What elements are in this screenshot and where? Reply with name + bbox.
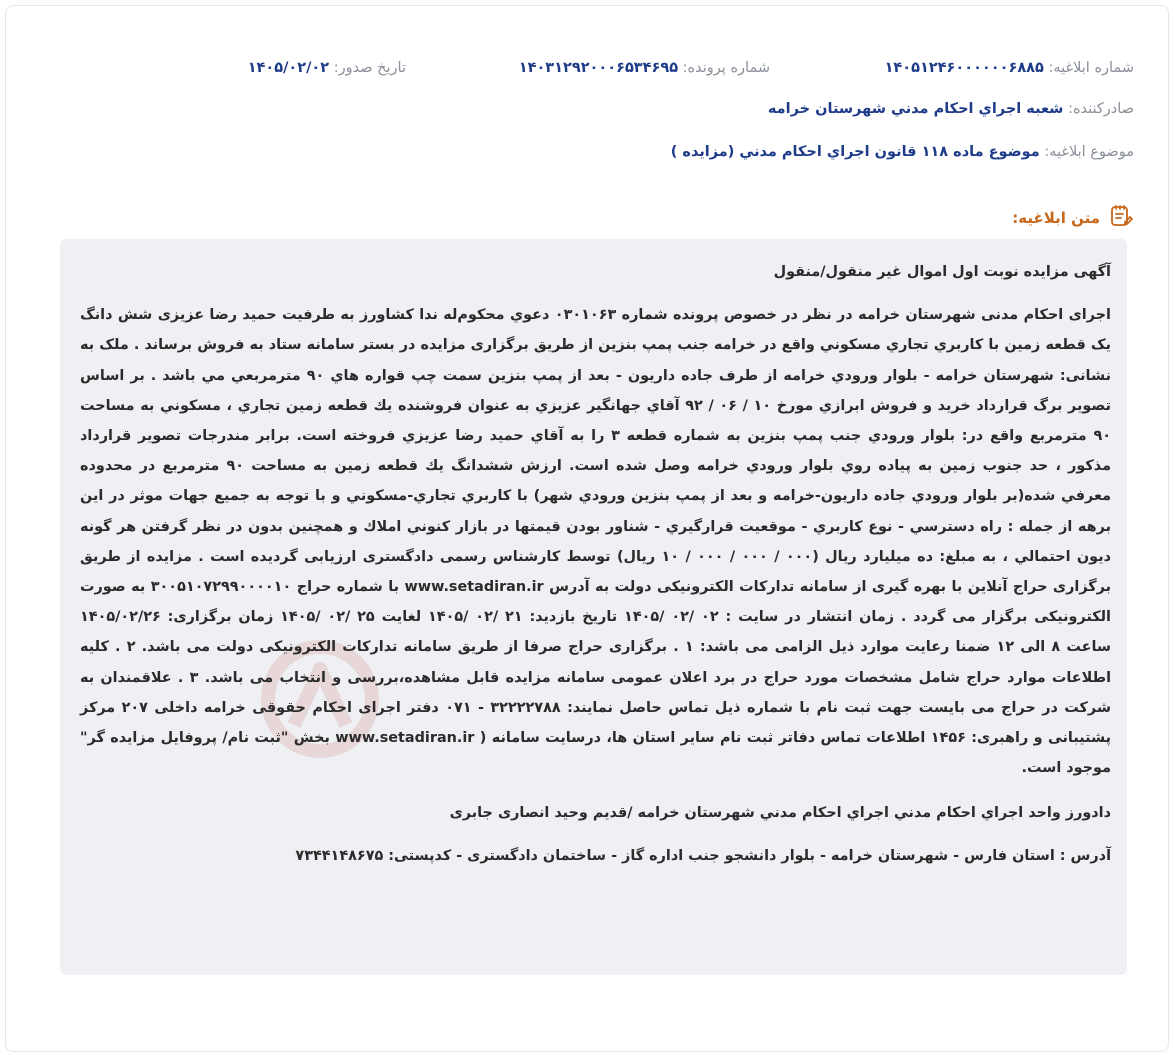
notice-body: اجرای احکام مدنی شهرستان خرامه در نظر در خصوص پرونده شماره ۰۳۰۱۰۶۳ دعوي محکوم‌له ندا کشاورز به طرفیت حمید رضا عزیزی شش دانگ یک قطعه زمین با کاربري تجاري مسکوني واقع در خرامه جنب پمپ بنزین از طریق برگزاری مزایده در بستر سامانه ستاد به فروش برساند . ملک به نشانی: شهرستان خرامه - بلوار ورودي خرامه از طرف جاده داریون - بعد از پمپ بنزين سمت چپ قواره هاي ۹۰ مترمربعي مي باشد . بر اساس تصوير برگ قرارداد خريد و فروش ابرازي مورخ ۱۰ / ۰۶ / ۹۲ آقاي جهانگير عزيزي به عنوان فروشنده يك قطعه زمين تجاري ، مسكوني به مساحت ۹۰ مترمربع واقع در: بلوار ورودي جنب پمپ بنزين به شماره قطعه ۳ را به آقاي حميد رضا عزيزي فروخته است. برابر مندرجات تصوير قرارداد مذكور ، حد جنوب زمين به پياده روي بلوار ورودي خرامه وصل شده است. ارزش ششدانگ يك قطعه زمين به مساحت ۹۰ مترمربع در محدوده معرفي شده(بر بلوار ورودي جاده داريون-خرامه و بعد از پمپ بنزين ورودي شهر) با كاربري تجاري-مسكوني و با توجه به جميع جهات موثر در اين برهه از جمله : راه دسترسي - نوع كاربري - موقعيت قرارگيري - شناور بودن قيمتها در بازار كنوني املاك و همچنين بدون در نظر گرفتن هر گونه ديون احتمالي ، به مبلغ: ده ميليارد ريال (۰۰۰ / ۰۰۰ / ۰۰۰ / ۱۰ ريال) توسط کارشناس رسمی دادگستری ارزیابی گردیده است . مزایده از طریق برگزاری حراج آنلاین با بهره گیری از سامانه تدارکات الکترونیکی دولت به آدرس www.setadiran.ir با شماره حراج ۳۰۰۵۱۰۷۲۹۹۰۰۰۰۱۰ به صورت الکترونیکی برگزار می گردد . زمان انتشار در سایت : ۰۲ /۰۲ /۱۴۰۵ تاریخ بازدید: ۲۱ /۰۲ /۱۴۰۵ لغایت ۲۵ /۰۲ /۱۴۰۵ زمان برگزاری: ۱۴۰۵/۰۲/۲۶ ساعت ۸ الی ۱۲ ضمنا رعایت موارد ذیل الزامی می باشد: ۱ . برگزاری حراج صرفا از طریق سامانه تدارکات الکترونیکی دولت می باشد. ۲ . کلیه اطلاعات موارد حراج شامل مشخصات مورد حراج در برد اعلان عمومی سامانه مزایده قابل مشاهده،بررسی و انتخاب می باشد. ۳ . علاقمندان به شرکت در حراج می بایست جهت ثبت نام با شماره ذیل تماس حاصل نمایند: ۳۲۲۲۲۷۸۸ - ۰۷۱ دفتر اجرای احکام حقوقی خرامه داخلی ۲۰۷ مرکز پشتیبانی و راهبری: ۱۴۵۶ اطلاعات تماس دفاتر ثبت نام سایر استان ها، درسایت سامانه ( www.setadiran.ir بخش "ثبت نام/ پروفایل مزایده گر" موجود است. [80,307,1112,777]
notice-text-title: متن ابلاغيه: [1012,209,1100,227]
case-number-label: شماره پرونده: [682,60,770,76]
issue-date-value: ۱۴۰۵/۰۲/۰۲ [247,60,330,76]
notice-address: آدرس : استان فارس - شهرستان خرامه - بلوار دانشجو جنب اداره گاز - ساختمان دادگستری - کدپستی: ۷۳۴۴۱۴۸۶۷۵ [295,847,1111,864]
issuer-label: صادرکننده: [1068,101,1134,117]
notice-number-label: شماره ابلاغيه: [1048,60,1134,76]
notice-text-panel [60,239,1127,975]
issue-date-label: تاريخ صدور: [333,60,406,76]
issuer-row [40,101,1134,117]
notice-signature: دادورز واحد اجراي احکام مدني اجراي احکام مدني شهرستان خرامه /قدیم وحید انصاری جابری [449,805,1111,822]
issuer-value: شعبه اجراي احکام مدني شهرستان خرامه [767,101,1064,117]
notice-number-value: ۱۴۰۵۱۲۴۶۰۰۰۰۰۰۶۸۸۵ [884,60,1044,76]
meta-row-numbers [40,60,1134,82]
subject-row [40,144,1134,160]
issue-date [248,60,406,76]
notice-content [80,257,1111,871]
notice-number [885,60,1134,76]
case-number-value: ۱۴۰۳۱۲۹۲۰۰۰۶۵۳۴۶۹۵ [518,60,679,76]
case-number [519,60,770,76]
notice-text-heading [1012,203,1134,233]
document-notice-icon [1108,203,1134,233]
notice-heading: آگهی مزایده نوبت اول اموال غیر منقول/منقول [773,264,1111,280]
subject-label: موضوع ابلاغيه: [1044,144,1134,160]
subject-value: موضوع ماده ۱۱۸ قانون اجراي احکام مدني (مزايده ) [670,144,1040,160]
